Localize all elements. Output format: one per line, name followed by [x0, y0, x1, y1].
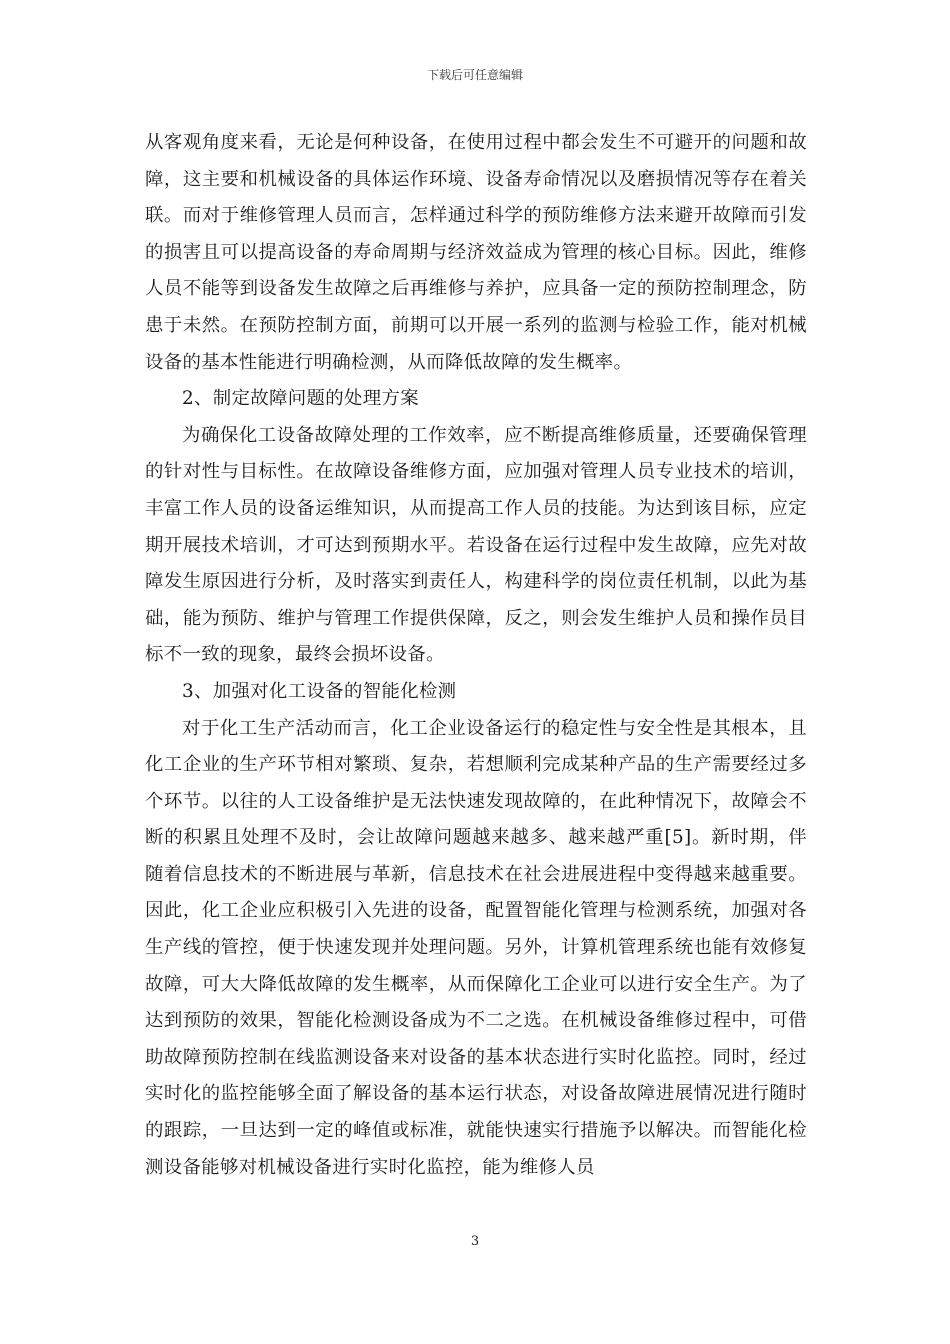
- paragraph-intelligent-detection: 对于化工生产活动而言，化工企业设备运行的稳定性与安全性是其根本，且化工企业的生产环节相对繁琐、复杂，若想顺利完成某种产品的生产需要经过多个环节。以往的人工设备维护是无法快速发现故障的，在此种情况下，故障会不断的积累且处理不及时，会让故障问题越来越多、越来越严重[5]。新时期，伴随着信息技术的不断进展与革新，信息技术在社会进展进程中变得越来越重要。因此，化工企业应积极引入先进的设备，配置智能化管理与检测系统，加强对各生产线的管控，便于快速发现并处理问题。另外，计算机管理系统也能有效修复故障，可大大降低故障的发生概率，从而保障化工企业可以进行安全生产。为了达到预防的效果，智能化检测设备成为不二之选。在机械设备维修过程中，可借助故障预防控制在线监测设备来对设备的基本状态进行实时化监控。同时，经过实时化的监控能够全面了解设备的基本运行状态，对设备故障进展情况进行随时的跟踪，一旦达到一定的峰值或标准，就能快速实行措施予以解决。而智能化检测设备能够对机械设备进行实时化监控，能为维修人员: [145, 717, 807, 1178]
- section-heading-2: 2、制定故障问题的处理方案: [182, 388, 419, 410]
- paragraph-preventive-control: 从客观角度来看，无论是何种设备，在使用过程中都会发生不可避开的问题和故障，这主要和机械设备的具体运作环境、设备寿命情况以及磨损情况等存在着关联。而对于维修管理人员而言，怎样通过科学的预防维修方法来避开故障而引发的损害且可以提高设备的寿命周期与经济效益成为管理的核心目标。因此，维修人员不能等到设备发生故障之后再维修与养护，应具备一定的预防控制理念，防患于未然。在预防控制方面，前期可以开展一系列的监测与检验工作，能对机械设备的基本性能进行明确检测，从而降低故障的发生概率。: [145, 132, 807, 373]
- paragraph-fault-handling: 为确保化工设备故障处理的工作效率，应不断提高维修质量，还要确保管理的针对性与目标性。在故障设备维修方面，应加强对管理人员专业技术的培训，丰富工作人员的设备运维知识，从而提高工作人员的技能。为达到该目标，应定期开展技术培训，才可达到预期水平。若设备在运行过程中发生故障，应先对故障发生原因进行分析，及时落实到责任人，构建科学的岗位责任机制，以此为基础，能为预防、维护与管理工作提供保障，反之，则会发生维护人员和操作员目标不一致的现象，最终会损坏设备。: [145, 424, 807, 666]
- section-heading-3: 3、加强对化工设备的智能化检测: [182, 680, 457, 702]
- page-number: 3: [470, 1234, 480, 1249]
- page-header: 下载后可任意编辑: [426, 68, 523, 82]
- document-body: [145, 125, 807, 1186]
